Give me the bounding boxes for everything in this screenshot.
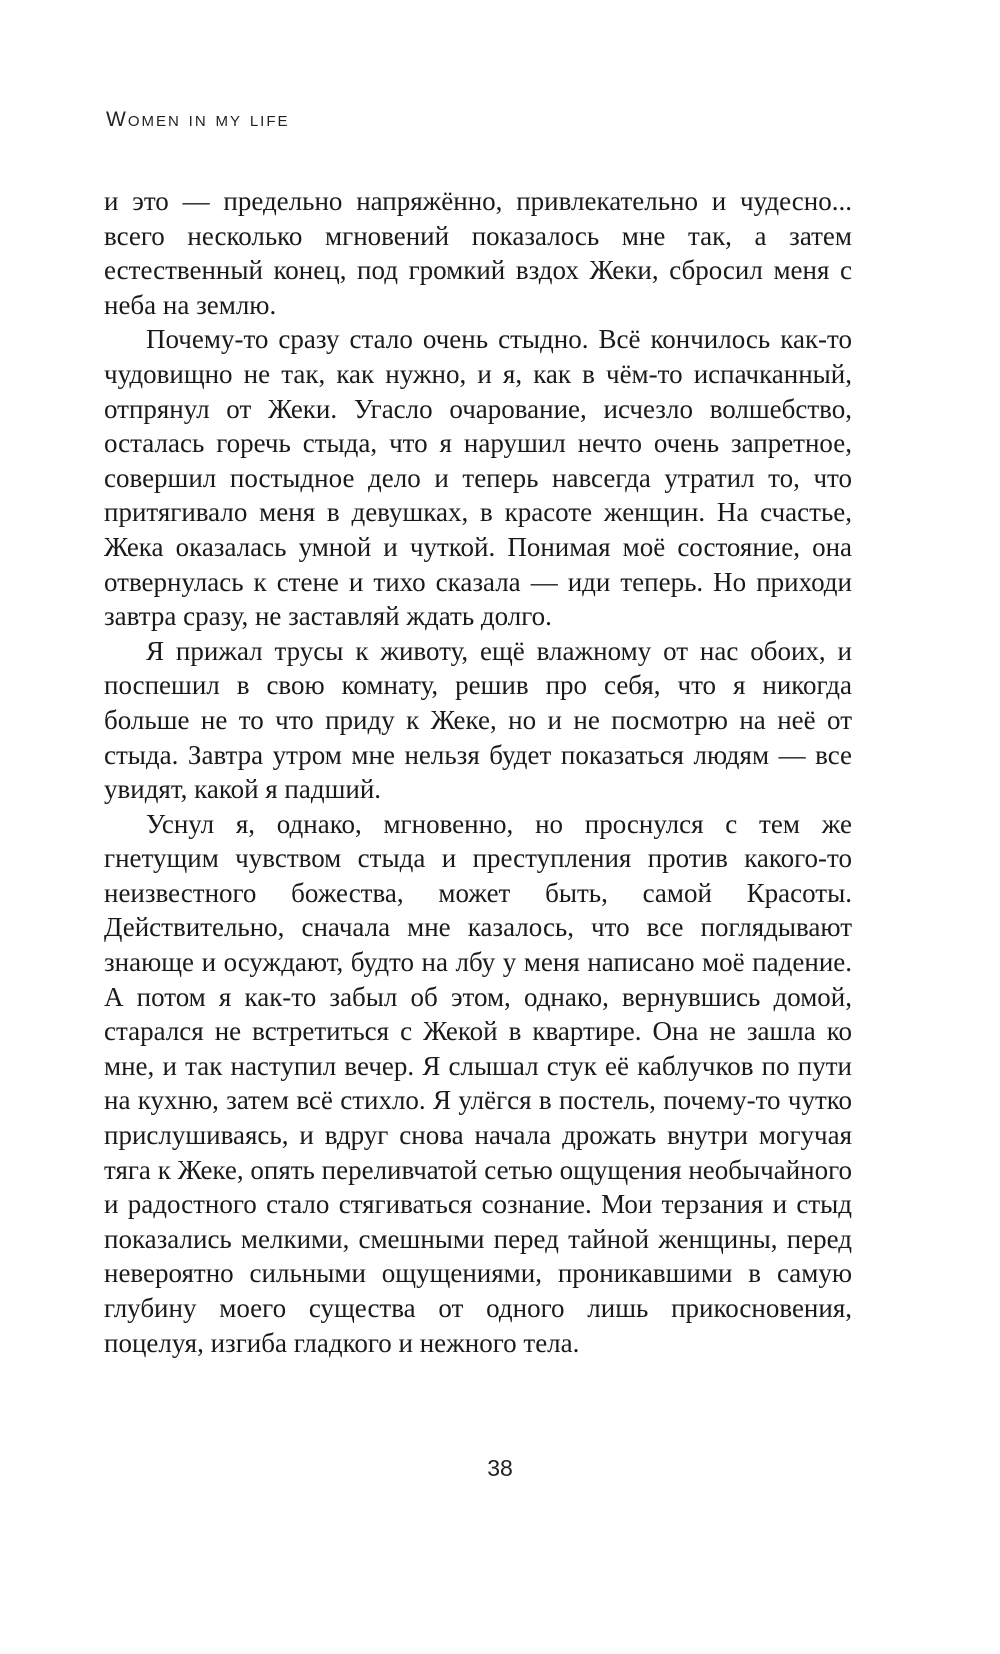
body-text [104,184,852,1360]
page-number: 38 [487,1455,513,1481]
paragraph-2: Почему-то сразу стало очень стыдно. Всё кончилось как-то чудовищно не так, как нужно, и я, как в чём-то испачканный, отпрянул от Жеки. Угасло очарование, исчезло волшебство, осталась горечь стыда, что я нарушил нечто очень запретное, совершил постыдное дело и теперь навсегда утратил то, что притягивало меня в девушках, в красоте женщин. На счастье, Жека оказалась умной и чуткой. Понимая моё состояние, она отвернулась к стене и тихо сказала — иди теперь. Но приходи завтра сразу, не заставляй ждать долго. [104,324,852,632]
paragraph-3: Я прижал трусы к животу, ещё влажному от нас обоих, и поспешил в свою комнату, решив про себя, что я никогда больше не то что приду к Жеке, но и не посмотрю на неё от стыда. Завтра утром мне нельзя будет показаться людям — все увидят, какой я падший. [104,635,852,805]
running-head: Women in my life [106,108,290,131]
paragraph-4: Уснул я, однако, мгновенно, но проснулся с тем же гнетущим чувством стыда и преступления против какого-то неизвестного божества, может быть, самой Красоты. Действительно, сначала мне казалось, что все поглядывают знающе и осуждают, будто на лбу у меня написано моё падение. А потом я как-то забыл об этом, однако, вернувшись домой, старался не встретиться с Жекой в квартире. Она не зашла ко мне, и так наступил вечер. Я слышал стук её каблучков по пути на кухню, затем всё стихло. Я улёгся в постель, почему-то чутко прислушиваясь, и вдруг снова начала дрожать внутри могучая тяга к Жеке, опять переливчатой сетью ощущения необычайного и радостного стало стягиваться сознание. Мои терзания и стыд показались мелкими, смешными перед тайной женщины, перед невероятно сильными ощущениями, проникавшими в самую глубину моего существа от одного лишь прикосновения, поцелуя, изгиба гладкого и нежного тела. [104,808,852,1358]
paragraph-1: и это — предельно напряжённо, привлекательно и чудесно... всего несколько мгновений показалось мне так, а затем естественный конец, под громкий вздох Жеки, сбросил меня с неба на землю. [104,186,852,320]
